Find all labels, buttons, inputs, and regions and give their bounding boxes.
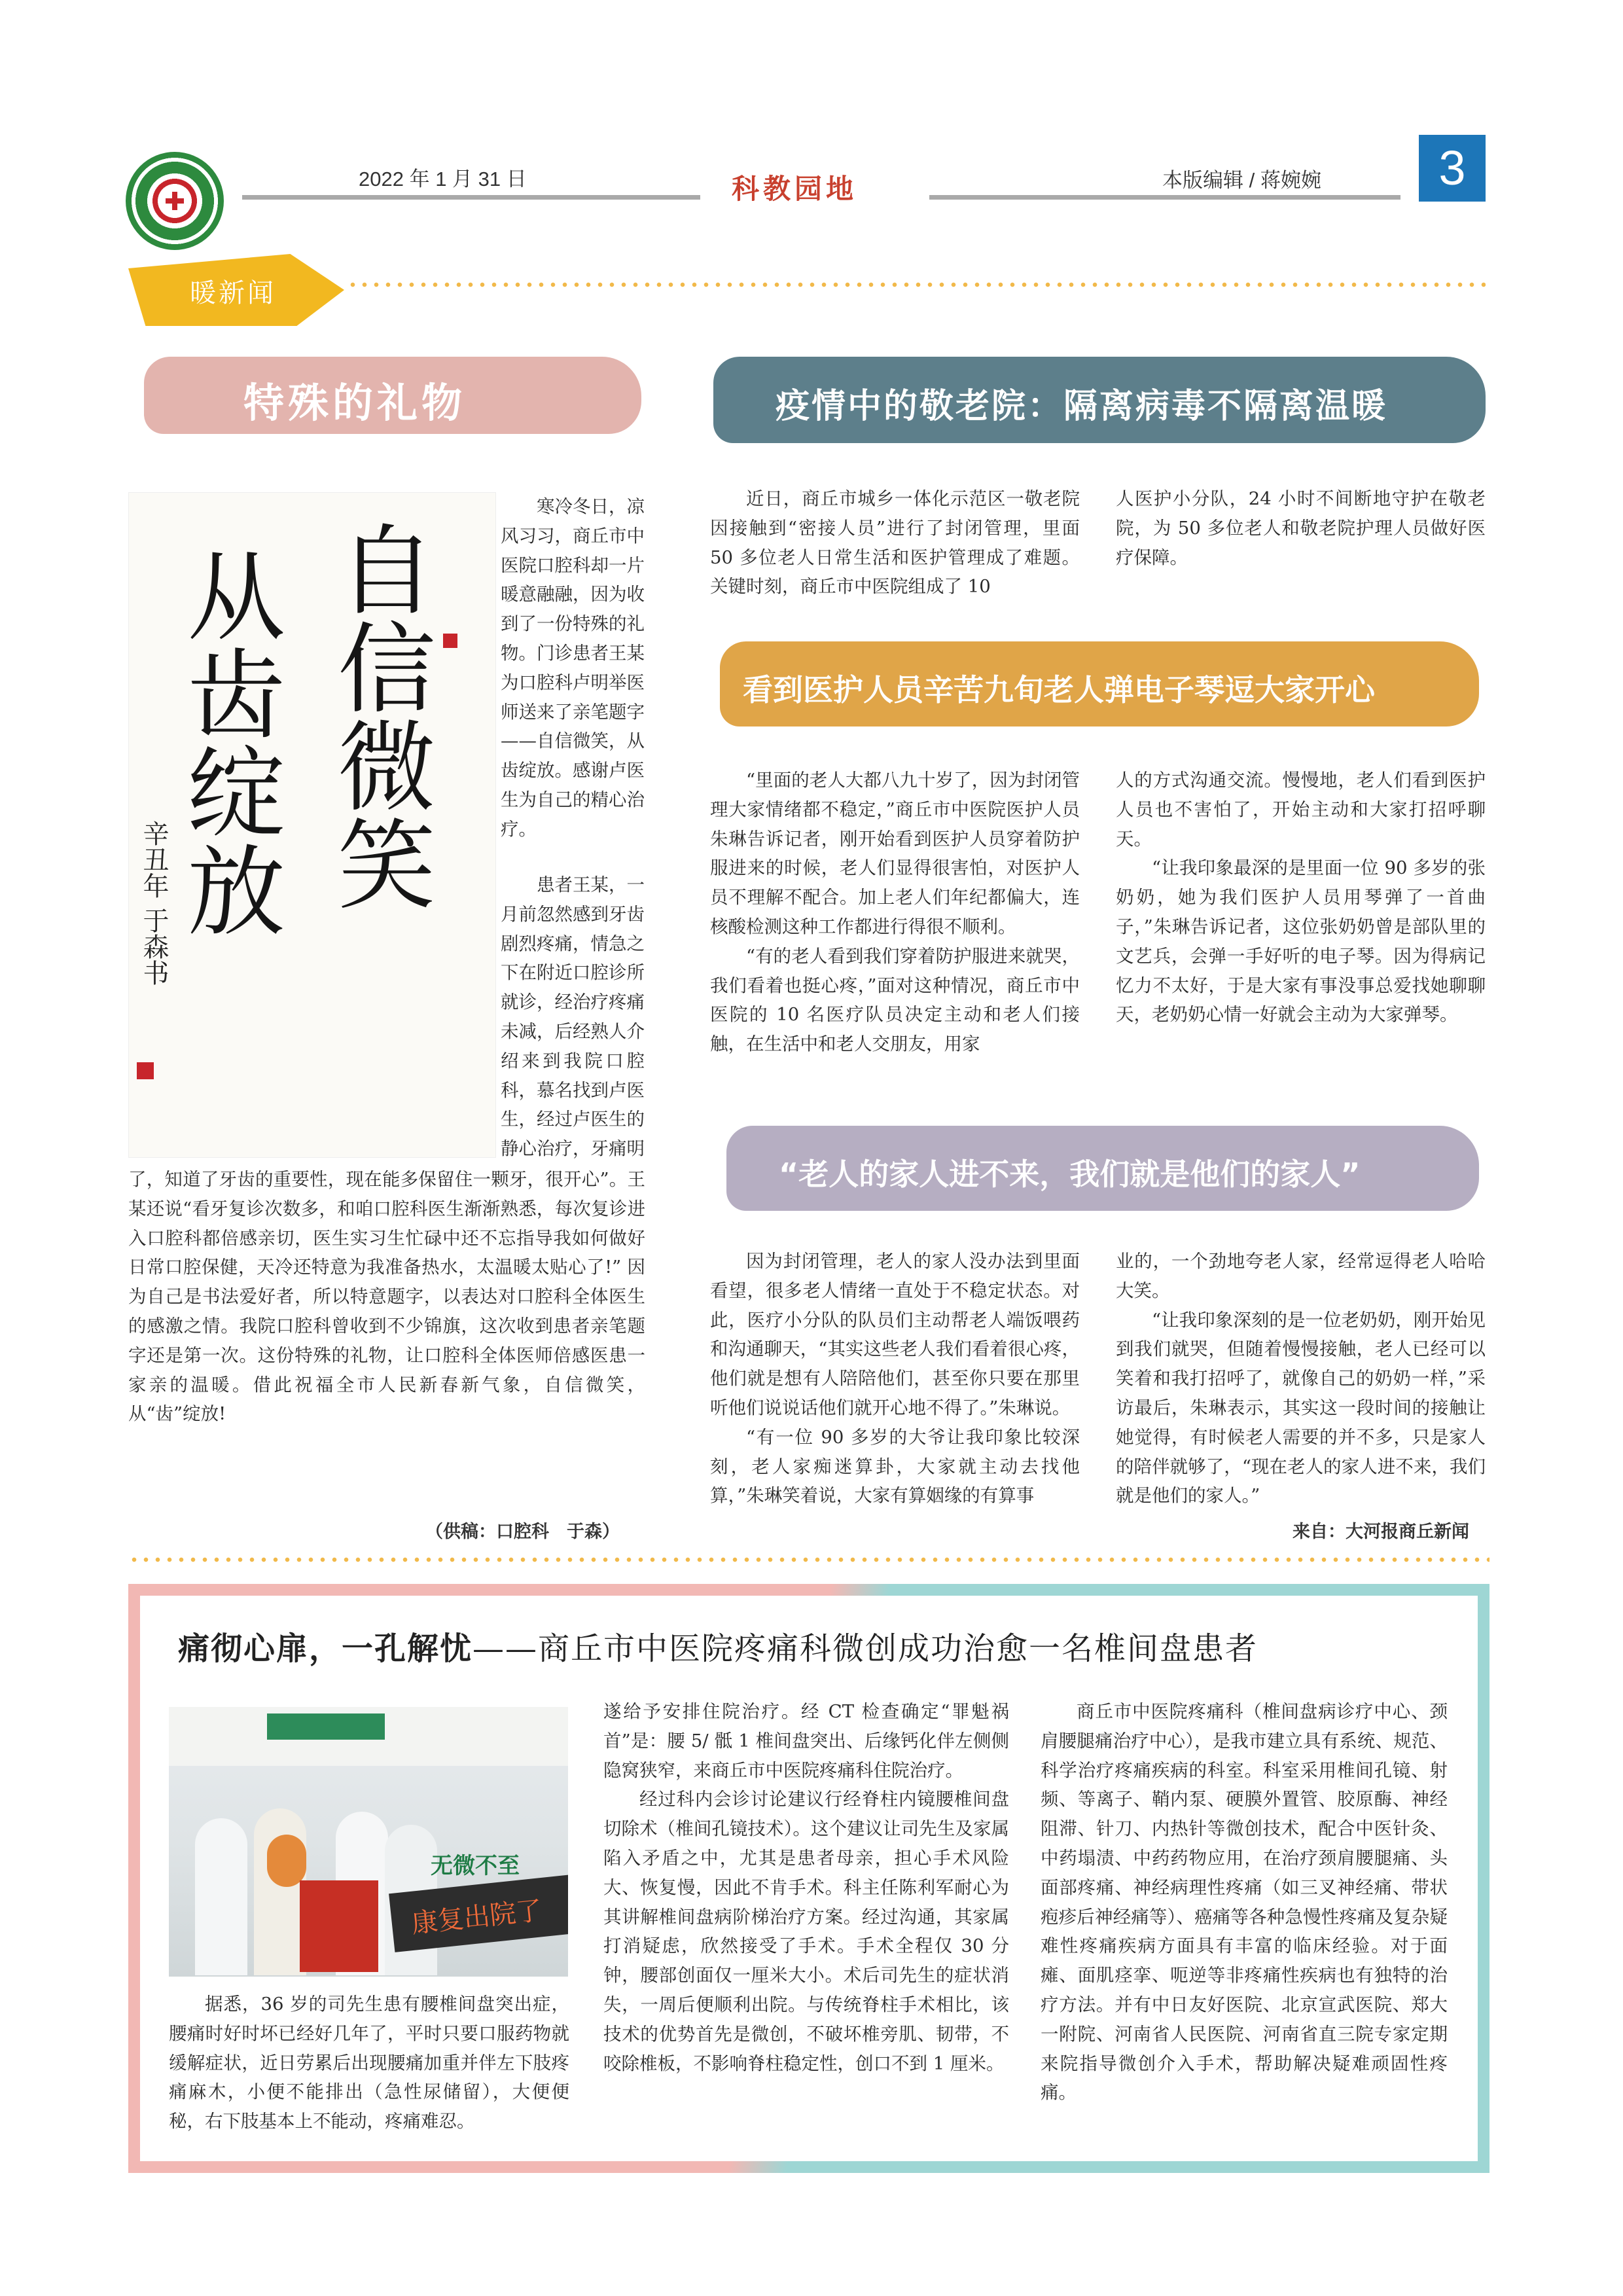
elderly-s3-paragraph-3: 业的，一个劲地夸老人家，经常逗得老人哈哈大笑。 bbox=[1116, 1251, 1486, 1301]
pain-title-sub: ——商丘市中医院疼痛科微创成功治愈一名椎间盘患者 bbox=[473, 1630, 1258, 1667]
discharge-photo bbox=[169, 1707, 568, 1977]
elderly-s2-col2 bbox=[1116, 766, 1486, 1030]
elderly-s3-paragraph-4: “让我印象深刻的是一位老奶奶，刚开始见到我们就哭，但随着慢慢接触，老人已经可以笑着和我打招呼了，就像自己的奶奶一样，”采访最后，朱琳表示，其实这一段时间的接触让她觉得，有时候老人需要的并不多，只是家人的陪伴就够了，“现在老人的家人进不来，我们就是他们的家人。” bbox=[1116, 1309, 1486, 1507]
pain-paragraph-1: 据悉，36 岁的司先生患有腰椎间盘突出症，腰痛时好时坏已经好几年了，平时只要口服药物就缓解症状，近日劳累后出现腰痛加重并伴左下肢疼痛麻木，小便不能排出（急性尿储留），大便便秘，右下肢基本上不能动，疼痛难忍。 bbox=[169, 1994, 569, 2132]
dotted-rule-top bbox=[347, 281, 1486, 288]
section-title: 科教园地 bbox=[732, 173, 858, 205]
gift-paragraph-2-wide bbox=[128, 1165, 645, 1511]
elderly-intro-paragraph-1: 近日，商丘市城乡一体化示范区一敬老院因接触到“密接人员”进行了封闭管理，里面 50 多位老人日常生活和医护管理成了难题。关键时刻，商丘市中医院组成了 10 bbox=[710, 488, 1080, 598]
gift-paragraph-2-narrow bbox=[501, 870, 645, 1162]
seal-stamp-top bbox=[443, 634, 457, 648]
elderly-s3-col2 bbox=[1116, 1247, 1486, 1511]
elderly-title1: 疫情中的敬老院：隔离病毒不隔离温暖 bbox=[776, 387, 1388, 426]
elderly-s3-paragraph-1: 因为封闭管理，老人的家人没办法到里面看望，很多老人情绪一直处于不稳定状态。对此，医疗小分队的队员们主动帮老人端饭喂药和沟通聊天，“其实这些老人我们看着很心疼，他们就是想有人陪陪他们，甚至你只要在那里听他们说说话他们就开心地不得了。”朱琳说。 bbox=[710, 1251, 1080, 1418]
hospital-logo bbox=[126, 152, 224, 250]
elderly-s3-paragraph-2: “有一位 90 多岁的大爷让我印象比较深刻，老人家痴迷算卦，大家就主动去找他算，”朱琳笑着说，大家有算姻缘的有算事 bbox=[710, 1426, 1080, 1507]
gift-paragraph-2-continued: 了，知道了牙齿的重要性，现在能多保留住一颗牙，很开心”。王某还说“看牙复诊次数多，和咱口腔科医生渐渐熟悉，每次复诊进入口腔科都倍感亲切，医生实习生忙碌中还不忘指导我如何做好日常口腔保健，天冷还特意为我准备热水，太温暖太贴心了!” 因为自己是书法爱好者，所以特意题字，以表达对口腔科全体医生的感激之情。我院口腔科曾收到不少锦旗，这次收到患者亲笔题字还是第一次。这份特殊的礼物，让口腔科全体医师倍感医患一家亲的温暖。借此祝福全市人民新春新气象，自信微笑，从“齿”绽放! bbox=[128, 1168, 645, 1425]
calligraphy-left-column: 从齿绽放 bbox=[170, 545, 284, 938]
photo-caption-text: 康复出院了 bbox=[410, 1895, 544, 1939]
pain-title-main: 痛彻心扉，一孔解忧 bbox=[178, 1630, 473, 1667]
elderly-source: 来自：大河报商丘新闻 bbox=[1293, 1522, 1469, 1542]
photo-red-banner bbox=[300, 1880, 378, 1972]
issue-date: 2022 年 1 月 31 日 bbox=[359, 168, 527, 190]
photo-wall-text: 无微不至 bbox=[431, 1853, 520, 1879]
elderly-intro-paragraph-2: 人医护小分队，24 小时不间断地守护在敬老院，为 50 多位老人和敬老院护理人员做好医疗保障。 bbox=[1116, 488, 1486, 568]
gift-paragraph-narrow bbox=[501, 492, 645, 844]
gift-title: 特殊的礼物 bbox=[243, 379, 467, 427]
elderly-s2-col1 bbox=[710, 766, 1080, 1059]
pain-paragraph-3: 经过科内会诊讨论建议行经脊柱内镜腰椎间盘切除术（椎间孔镜技术）。这个建议让司先生及家属陷入矛盾之中，尤其是患者母亲，担心手术风险大、恢复慢，因此不肯手术。科主任陈利军耐心为其讲解椎间盘病阶梯治疗方案。经过沟通，其家属打消疑虑，欣然接受了手术。手术全程仅 30 分钟，腰部创面仅一厘米大小。术后司先生的症状消失，一周后便顺利出院。与传统脊柱手术相比，该技术的优势首先是微创，不破坏椎旁肌、韧带，不咬除椎板，不影响脊柱稳定性，创口不到 1 厘米。 bbox=[603, 1789, 1009, 2074]
seal-stamp bbox=[137, 1062, 154, 1079]
page-number: 3 bbox=[1419, 135, 1486, 202]
news-tag-label: 暖新闻 bbox=[190, 278, 276, 308]
calligraphy-signature: 辛丑年 于森书 bbox=[139, 820, 169, 986]
photo-person-1 bbox=[195, 1818, 247, 1975]
header-rule-right bbox=[929, 195, 1400, 200]
calligraphy-right-column: 自信微笑 bbox=[321, 519, 435, 912]
elderly-s3-col1 bbox=[710, 1247, 1080, 1511]
header-rule-left bbox=[242, 195, 700, 200]
elderly-s2-paragraph-3: 人的方式沟通交流。慢慢地，老人们看到医护人员也不害怕了，开始主动和大家打招呼聊天。 bbox=[1116, 770, 1486, 850]
pain-article-title bbox=[178, 1623, 1258, 1668]
gift-paragraph-1: 寒冷冬日，凉风习习，商丘市中医院口腔科却一片暖意融融，因为收到了一份特殊的礼物。门诊患者王某为口腔科卢明举医师送来了亲笔题字——自信微笑，从齿绽放。感谢卢医生为自己的精心治疗。 bbox=[501, 496, 645, 840]
pain-col2 bbox=[603, 1697, 1009, 2078]
elderly-s2-paragraph-2: “有的老人看到我们穿着防护服进来就哭，我们看着也挺心疼，”面对这种情况，商丘市中医院的 10 名医疗队员决定主动和老人们接触，在生活中和老人交朋友，用家 bbox=[710, 945, 1080, 1055]
gift-credit: （供稿：口腔科 于森） bbox=[425, 1522, 620, 1542]
pain-paragraph-4: 商丘市中医院疼痛科（椎间盘病诊疗中心、颈肩腰腿痛治疗中心），是我市建立具有系统、规范、科学治疗疼痛疾病的科室。科室采用椎间孔镜、射频、等离子、鞘内泵、硬膜外置管、胶原酶、神经阻滞、针刀、内热针等微创技术，配合中医针灸、中药塌渍、中药药物应用，在治疗颈肩腰腿痛、头面部疼痛、神经病理性疼痛（如三叉神经痛、带状疱疹后神经痛等）、癌痛等各种急慢性疼痛及复杂疑难性疼痛疾病方面具有丰富的临床经验。对于面瘫、面肌痉挛、呃逆等非疼痛性疾病也有独特的治疗方法。并有中日友好医院、北京宣武医院、郑大一附院、河南省人民医院、河南省直三院专家定期来院指导微创介入手术，帮助解决疑难顽固性疼痛。 bbox=[1041, 1701, 1448, 2104]
pain-col3 bbox=[1041, 1697, 1448, 2108]
editor-credit: 本版编辑 / 蒋婉婉 bbox=[1162, 169, 1321, 192]
elderly-intro-col2 bbox=[1116, 484, 1486, 572]
gift-paragraph-2-start: 患者王某，一月前忽然感到牙齿剧烈疼痛，情急之下在附近口腔诊所就诊，经治疗疼痛未减，后经熟人介绍来到我院口腔科，慕名找到卢医生，经过卢医生的静心治疗，牙痛明 bbox=[501, 874, 645, 1160]
elderly-s2-paragraph-1: “里面的老人大都八九十岁了，因为封闭管理大家情绪都不稳定，”商丘市中医院医护人员朱琳告诉记者，刚开始看到医护人员穿着防护服进来的时候，老人们显得很害怕，对医护人员不理解不配合。加上老人们年纪都偏大，连核酸检测这种工作都进行得很不顺利。 bbox=[710, 770, 1080, 937]
red-cross-icon bbox=[166, 192, 184, 210]
photo-person-2 bbox=[254, 1808, 306, 1975]
elderly-intro-col1 bbox=[710, 484, 1080, 601]
dotted-rule-bottom bbox=[128, 1556, 1489, 1563]
elderly-title2: 看到医护人员辛苦九旬老人弹电子琴逗大家开心 bbox=[743, 672, 1375, 708]
elderly-s2-paragraph-4: “让我印象最深的是里面一位 90 多岁的张奶奶，她为我们医护人员用琴弹了一首曲子，”朱琳告诉记者，这位张奶奶曾是部队里的文艺兵，会弹一手好听的电子琴。因为得病记忆力不太好，于是大家有事没事总爱找她聊聊天，老奶奶心情一好就会主动为大家弹琴。 bbox=[1116, 857, 1486, 1026]
pain-paragraph-2: 遂给予安排住院治疗。经 CT 检查确定“罪魁祸首”是：腰 5/ 骶 1 椎间盘突出、后缘钙化伴左侧侧隐窝狭窄，来商丘市中医院疼痛科住院治疗。 bbox=[603, 1701, 1009, 1781]
photo-nurse-station-sign bbox=[267, 1713, 385, 1740]
pain-col1 bbox=[169, 1990, 569, 2136]
photo-person-2-jacket bbox=[267, 1835, 306, 1887]
elderly-title3: “老人的家人进不来，我们就是他们的家人” bbox=[779, 1157, 1361, 1192]
calligraphy-scroll bbox=[128, 492, 496, 1158]
